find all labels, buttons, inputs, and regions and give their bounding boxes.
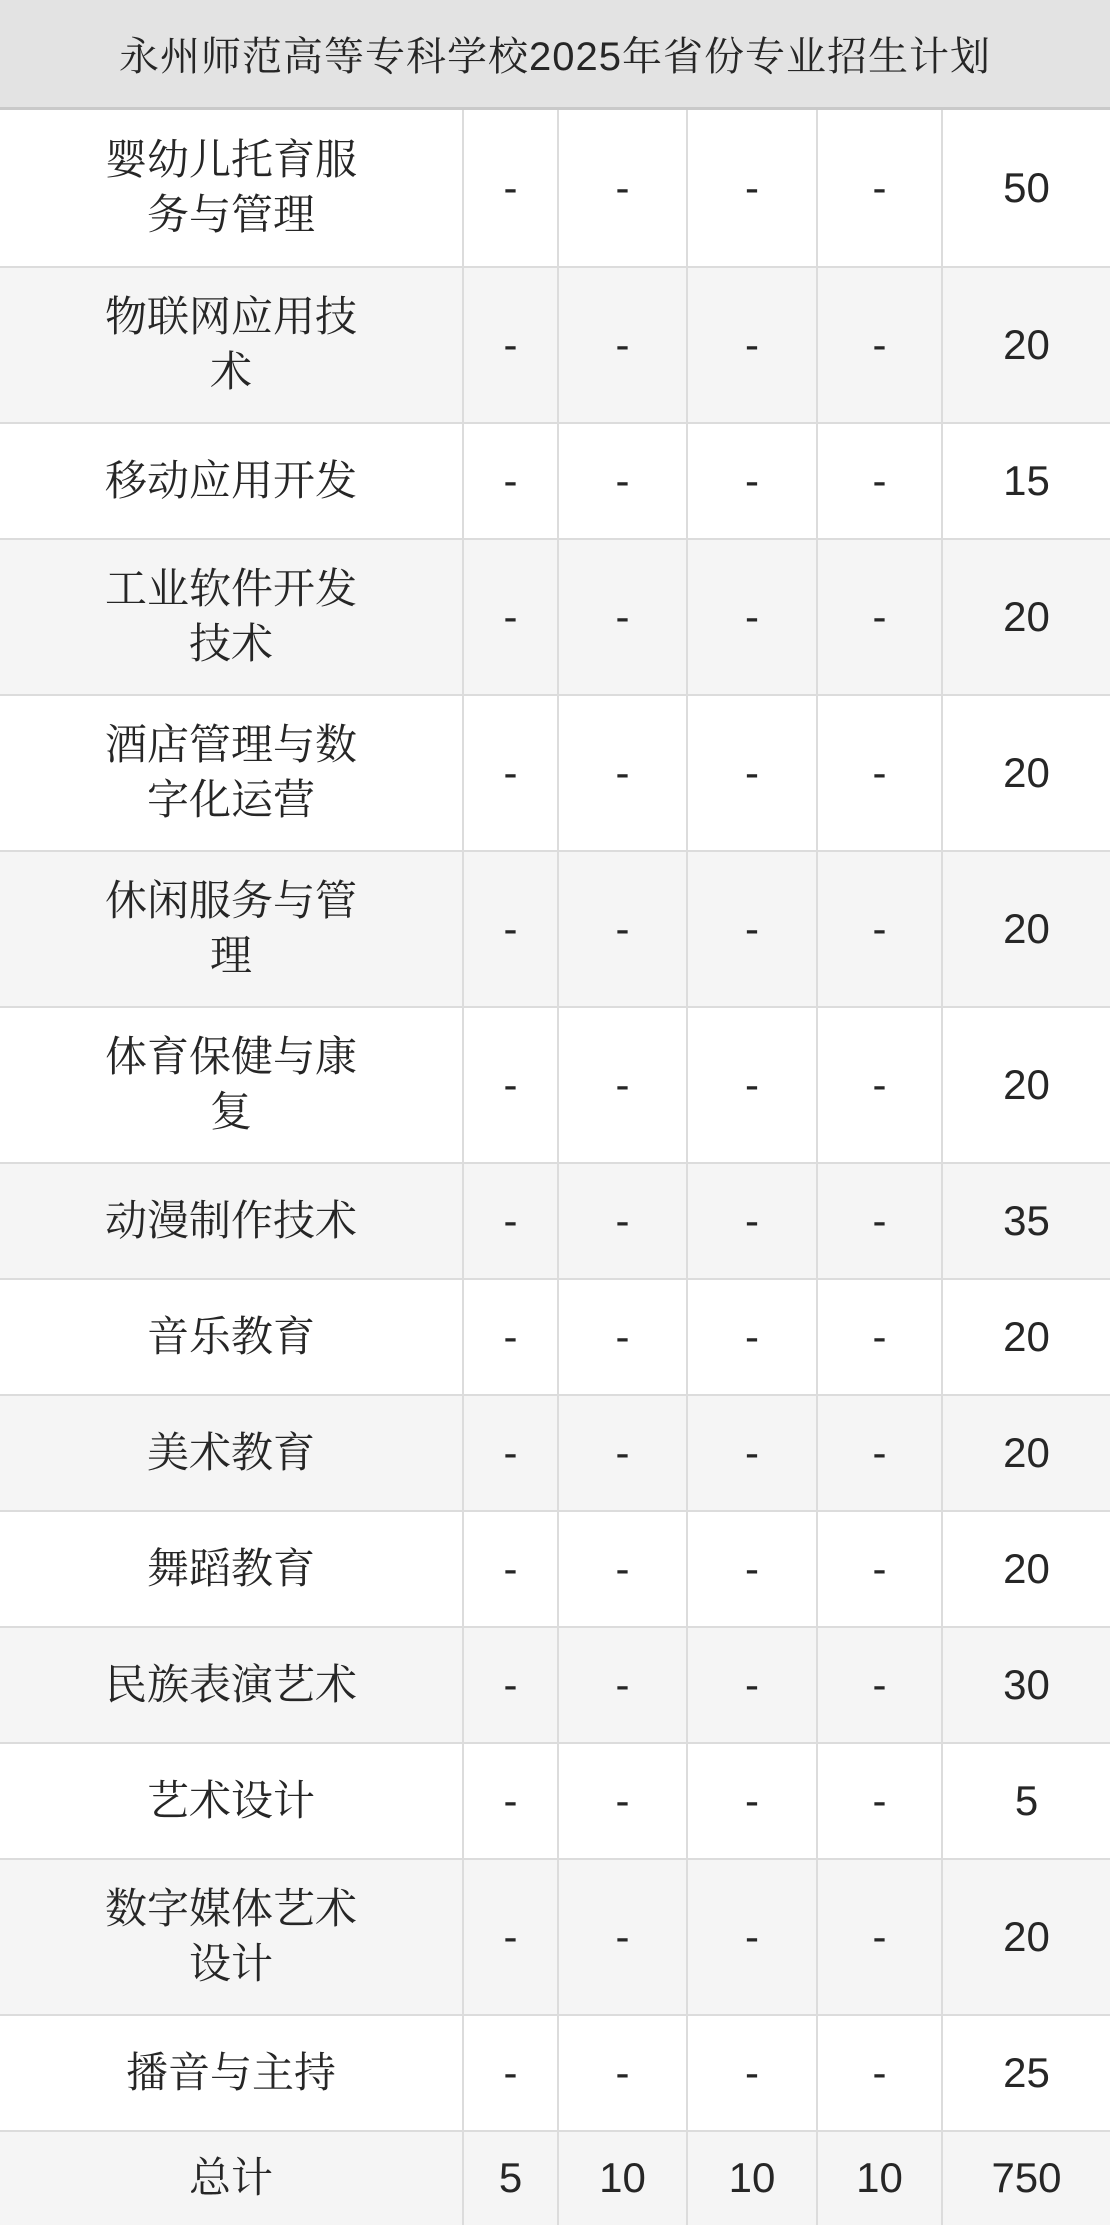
table-title-bar [0,0,1110,110]
value-cell-3: - [686,852,816,1006]
plan-cell: 50 [941,110,1110,266]
major-name: 婴幼儿托育服务与管理 [104,136,357,238]
value-cell-4: - [816,1628,941,1742]
value-cell-1: - [462,268,557,422]
plan-cell: 20 [941,1280,1110,1394]
value-cell-1: - [462,1512,557,1626]
major-name: 动漫制作技术 [104,1196,357,1244]
plan-cell: 20 [941,1860,1110,2014]
table-row [0,538,1110,694]
table-row [0,1006,1110,1162]
value-cell-3: - [686,1744,816,1858]
table-row [0,1858,1110,2014]
value-cell-2: - [557,1512,686,1626]
plan-cell: 750 [941,2132,1110,2225]
major-cell [0,268,462,422]
value-cell-1: - [462,852,557,1006]
major-cell [0,1860,462,2014]
major-name: 移动应用开发 [104,456,357,504]
table-row [0,1278,1110,1394]
plan-cell: 20 [941,852,1110,1006]
value-cell-2: - [557,1280,686,1394]
major-name: 民族表演艺术 [104,1660,357,1708]
value-cell-1: - [462,1860,557,2014]
total-label: 总计 [188,2154,273,2202]
value-cell-3: - [686,1628,816,1742]
value-cell-1: - [462,1008,557,1162]
value-cell-3: - [686,540,816,694]
table-row [0,422,1110,538]
major-cell [0,1008,462,1162]
major-name: 数字媒体艺术设计 [104,1885,357,1987]
value-cell-3: - [686,1512,816,1626]
plan-cell: 20 [941,268,1110,422]
value-cell-2: - [557,2016,686,2130]
value-cell-4: - [816,1860,941,2014]
value-cell-3: - [686,1164,816,1278]
major-cell [0,852,462,1006]
major-name: 美术教育 [146,1428,315,1476]
major-cell [0,1396,462,1510]
value-cell-2: - [557,1628,686,1742]
major-name: 工业软件开发技术 [104,565,357,667]
plan-cell: 20 [941,1512,1110,1626]
major-name: 酒店管理与数字化运营 [104,721,357,823]
major-cell [0,424,462,538]
value-cell-3: - [686,2016,816,2130]
value-cell-1: - [462,1744,557,1858]
value-cell-2: - [557,424,686,538]
value-cell-2: - [557,110,686,266]
value-cell-4: - [816,1008,941,1162]
value-cell-2: - [557,852,686,1006]
plan-cell: 35 [941,1164,1110,1278]
major-cell [0,1628,462,1742]
value-cell-3: - [686,696,816,850]
value-cell-1: - [462,1164,557,1278]
major-cell [0,1744,462,1858]
value-cell-1: - [462,424,557,538]
value-cell-4: - [816,1744,941,1858]
value-cell-1: - [462,2016,557,2130]
value-cell-2: - [557,540,686,694]
value-cell-1: - [462,110,557,266]
value-cell-3: - [686,1860,816,2014]
value-cell-3: 10 [686,2132,816,2225]
value-cell-1: - [462,1396,557,1510]
value-cell-3: - [686,268,816,422]
table-row [0,1626,1110,1742]
value-cell-2: - [557,268,686,422]
enrollment-table [0,110,1110,2225]
plan-cell: 25 [941,2016,1110,2130]
value-cell-4: - [816,1512,941,1626]
value-cell-4: - [816,110,941,266]
plan-cell: 20 [941,1396,1110,1510]
value-cell-1: - [462,696,557,850]
table-row [0,1162,1110,1278]
table-row [0,1742,1110,1858]
value-cell-1: - [462,540,557,694]
value-cell-4: - [816,424,941,538]
table-row [0,850,1110,1006]
value-cell-4: - [816,1396,941,1510]
value-cell-4: - [816,540,941,694]
table-row [0,1394,1110,1510]
plan-cell: 15 [941,424,1110,538]
major-name: 舞蹈教育 [146,1544,315,1592]
value-cell-4: - [816,1280,941,1394]
major-name: 艺术设计 [146,1776,315,1824]
total-row [0,2130,1110,2225]
table-row [0,266,1110,422]
table-title: 永州师范高等专科学校2025年省份专业招生计划 [119,35,991,79]
value-cell-4: 10 [816,2132,941,2225]
value-cell-2: - [557,1744,686,1858]
value-cell-3: - [686,1396,816,1510]
value-cell-3: - [686,424,816,538]
value-cell-3: - [686,1280,816,1394]
value-cell-3: - [686,110,816,266]
value-cell-3: - [686,1008,816,1162]
value-cell-2: - [557,1008,686,1162]
plan-cell: 5 [941,1744,1110,1858]
value-cell-1: 5 [462,2132,557,2225]
value-cell-4: - [816,852,941,1006]
value-cell-4: - [816,1164,941,1278]
table-row [0,2014,1110,2130]
major-name: 播音与主持 [125,2048,336,2096]
value-cell-2: - [557,1860,686,2014]
value-cell-2: - [557,1164,686,1278]
plan-cell: 20 [941,540,1110,694]
major-cell [0,540,462,694]
table-row [0,110,1110,266]
value-cell-4: - [816,2016,941,2130]
value-cell-2: 10 [557,2132,686,2225]
major-cell [0,1164,462,1278]
value-cell-2: - [557,1396,686,1510]
major-name: 体育保健与康复 [104,1033,357,1135]
table-row [0,1510,1110,1626]
value-cell-2: - [557,696,686,850]
major-name: 音乐教育 [146,1312,315,1360]
value-cell-4: - [816,268,941,422]
plan-cell: 20 [941,1008,1110,1162]
major-name: 休闲服务与管理 [104,877,357,979]
major-cell [0,1512,462,1626]
value-cell-1: - [462,1280,557,1394]
value-cell-4: - [816,696,941,850]
major-cell [0,2016,462,2130]
major-cell [0,2132,462,2225]
major-name: 物联网应用技术 [104,293,357,395]
plan-cell: 30 [941,1628,1110,1742]
plan-cell: 20 [941,696,1110,850]
value-cell-1: - [462,1628,557,1742]
major-cell [0,110,462,266]
major-cell [0,1280,462,1394]
table-row [0,694,1110,850]
major-cell [0,696,462,850]
